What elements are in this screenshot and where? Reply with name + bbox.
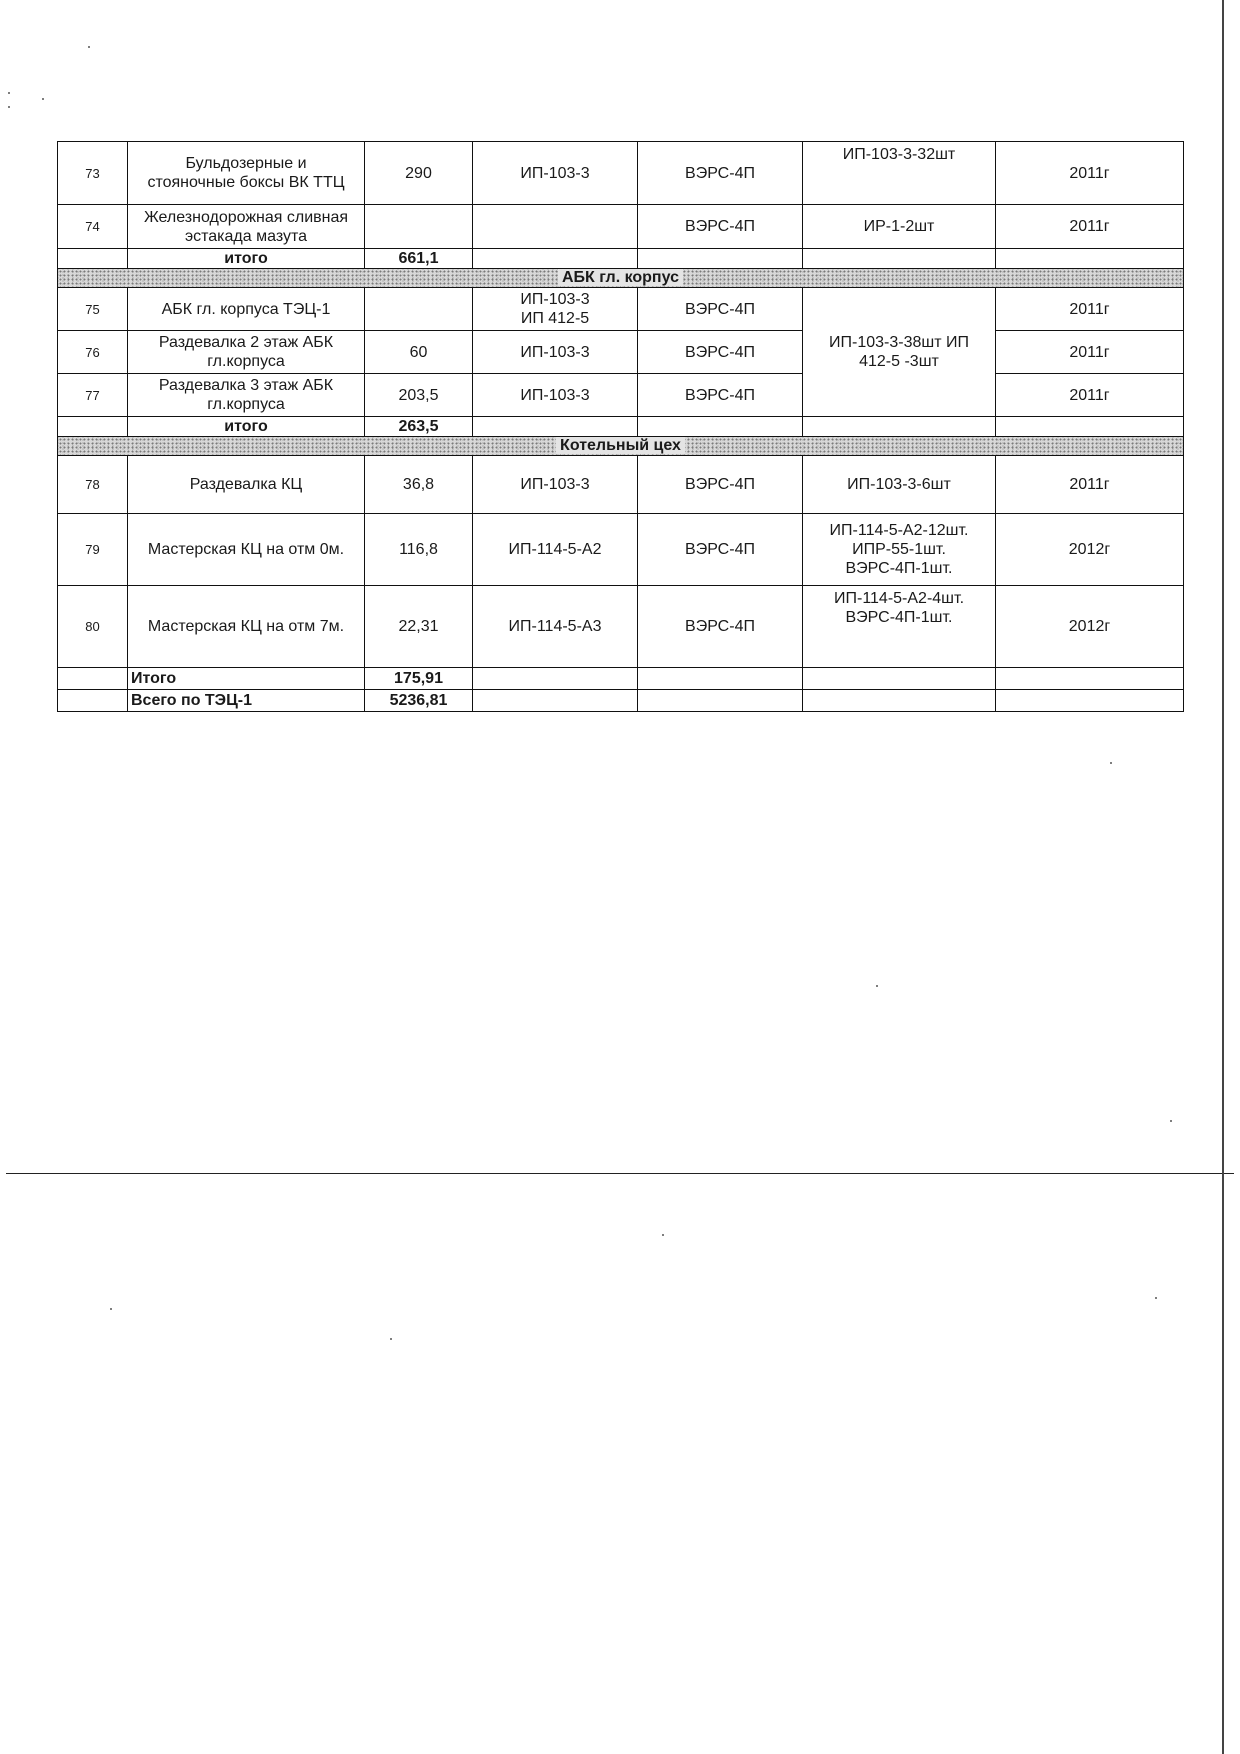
table-row [58,456,1184,514]
table-row [58,205,1184,249]
subtotal-row [58,668,1184,690]
row-number: 80 [58,586,128,668]
row-number: 76 [58,331,128,374]
grand-total-row [58,690,1184,712]
scan-speck [876,985,878,987]
row-number: 74 [58,205,128,249]
area-value: 116,8 [365,514,473,586]
table-row [58,288,1184,331]
grand-total-label: Всего по ТЭЦ-1 [128,690,365,712]
device-type: ВЭРС-4П [638,374,803,417]
area-value: 290 [365,142,473,205]
subtotal-label: итого [128,249,365,269]
table-row [58,586,1184,668]
scan-speck [88,46,90,48]
subtotal-value: 661,1 [365,249,473,269]
detector-type: ИП-103-3 [473,456,638,514]
object-name: Мастерская КЦ на отм 0м. [128,514,365,586]
quantity-list: ИП-114-5-А2-12шт. ИПР-55-1шт. ВЭРС-4П-1шт. [803,514,996,586]
object-name: Мастерская КЦ на отм 7м. [128,586,365,668]
year-value: 2011г [996,142,1184,205]
quantity-list: ИП-114-5-А2-4шт. ВЭРС-4П-1шт. [803,586,996,668]
scan-speck [1155,1297,1157,1299]
device-type: ВЭРС-4П [638,142,803,205]
year-value: 2011г [996,288,1184,331]
quantity-list: ИП-103-3-6шт [803,456,996,514]
subtotal-row [58,417,1184,437]
section-header [58,269,1184,288]
section-row [58,437,1184,456]
quantity-list: ИР-1-2шт [803,205,996,249]
detector-type: ИП-103-3 ИП 412-5 [473,288,638,331]
detector-type: ИП-103-3 [473,142,638,205]
table-row [58,374,1184,417]
detector-type: ИП-114-5-А2 [473,514,638,586]
area-value: 203,5 [365,374,473,417]
subtotal-row [58,249,1184,269]
object-name: Железнодорожная сливная эстакада мазута [128,205,365,249]
scan-speck [42,98,44,100]
row-number: 75 [58,288,128,331]
scan-speck [662,1234,664,1236]
row-number: 77 [58,374,128,417]
detector-type: ИП-114-5-А3 [473,586,638,668]
detector-type [473,205,638,249]
fold-line [6,1173,1234,1174]
subtotal-value: 263,5 [365,417,473,437]
row-number: 79 [58,514,128,586]
equipment-table [57,141,1184,712]
area-value: 60 [365,331,473,374]
grand-total-value: 5236,81 [365,690,473,712]
area-value [365,205,473,249]
object-name: Раздевалка 2 этаж АБК гл.корпуса [128,331,365,374]
year-value: 2011г [996,374,1184,417]
area-value [365,288,473,331]
section-row [58,269,1184,288]
device-type: ВЭРС-4П [638,456,803,514]
quantity-list: ИП-103-3-38шт ИП 412-5 -3шт [803,288,996,417]
scan-speck [8,106,10,108]
device-type: ВЭРС-4П [638,331,803,374]
year-value: 2011г [996,331,1184,374]
table-row [58,142,1184,205]
scan-speck [110,1308,112,1310]
object-name: Бульдозерные и стояночные боксы ВК ТТЦ [128,142,365,205]
subtotal-label: Итого [128,668,365,690]
device-type: ВЭРС-4П [638,205,803,249]
scan-edge-line [1222,0,1224,1754]
object-name: Раздевалка КЦ [128,456,365,514]
table-row [58,331,1184,374]
section-title: АБК гл. корпус [558,269,683,286]
object-name: Раздевалка 3 этаж АБК гл.корпуса [128,374,365,417]
table-row [58,514,1184,586]
device-type: ВЭРС-4П [638,586,803,668]
scan-speck [390,1338,392,1340]
year-value: 2012г [996,514,1184,586]
year-value: 2011г [996,205,1184,249]
subtotal-value: 175,91 [365,668,473,690]
scan-speck [8,92,10,94]
detector-type: ИП-103-3 [473,331,638,374]
object-name: АБК гл. корпуса ТЭЦ-1 [128,288,365,331]
subtotal-label: итого [128,417,365,437]
scan-speck [1170,1120,1172,1122]
year-value: 2012г [996,586,1184,668]
year-value: 2011г [996,456,1184,514]
row-number: 78 [58,456,128,514]
device-type: ВЭРС-4П [638,288,803,331]
quantity-list: ИП-103-3-32шт [803,142,996,205]
detector-type: ИП-103-3 [473,374,638,417]
row-number: 73 [58,142,128,205]
area-value: 22,31 [365,586,473,668]
scan-speck [1110,762,1112,764]
device-type: ВЭРС-4П [638,514,803,586]
area-value: 36,8 [365,456,473,514]
section-header [58,437,1184,456]
section-title: Котельный цех [556,437,685,454]
